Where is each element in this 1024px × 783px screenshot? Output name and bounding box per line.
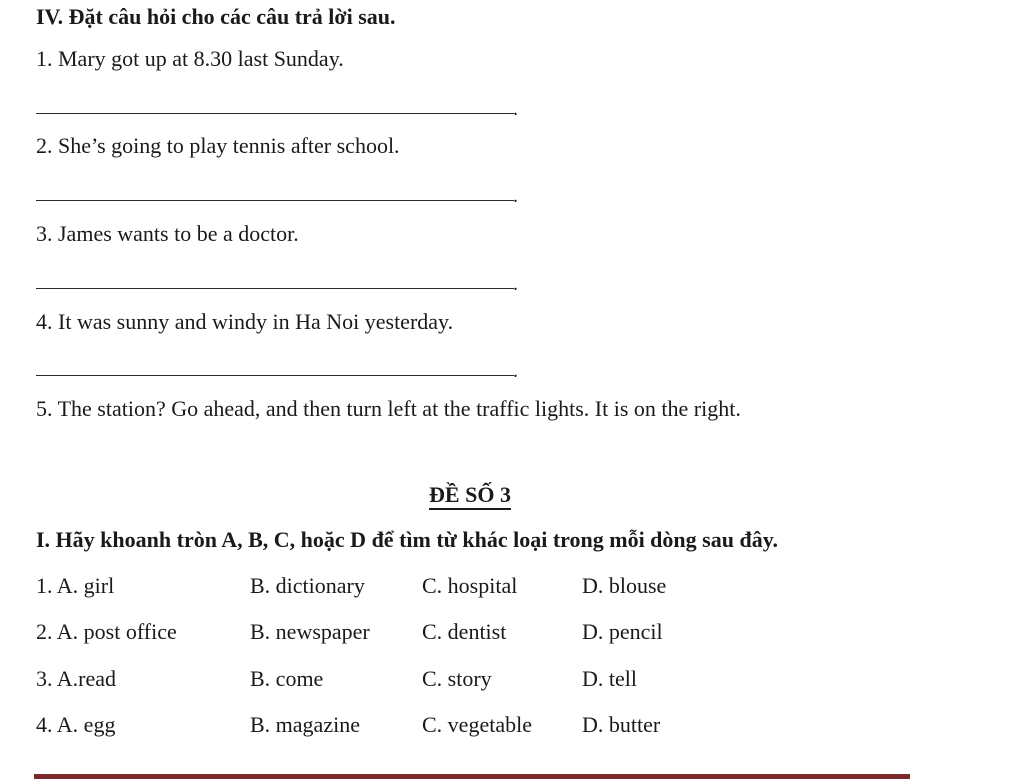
- answer-line-3[interactable]: [36, 271, 518, 297]
- answer-line-4[interactable]: [36, 358, 518, 384]
- option-b[interactable]: B. dictionary: [250, 573, 365, 598]
- option-a[interactable]: 1. A. girl: [36, 573, 115, 598]
- test-title: [0, 482, 940, 508]
- answer-line-rule: [36, 375, 514, 376]
- answer-line-rule: [36, 200, 514, 201]
- option-d[interactable]: D. butter: [582, 712, 661, 737]
- option-row-3: [0, 666, 1024, 694]
- option-c[interactable]: C. dentist: [422, 619, 507, 644]
- option-d[interactable]: D. pencil: [582, 619, 663, 644]
- option-row-2: [0, 619, 1024, 647]
- option-d[interactable]: D. blouse: [582, 573, 667, 598]
- question-1-text: 1. Mary got up at 8.30 last Sunday.: [36, 46, 344, 71]
- answer-line-rule: [36, 288, 514, 289]
- option-b[interactable]: B. newspaper: [250, 619, 370, 644]
- option-b[interactable]: B. come: [250, 666, 324, 691]
- option-c[interactable]: C. story: [422, 666, 492, 691]
- answer-line-rule: [36, 113, 514, 114]
- answer-line-period: .: [513, 98, 518, 120]
- answer-line-period: .: [513, 360, 518, 382]
- question-3-text: 3. James wants to be a doctor.: [36, 221, 299, 246]
- answer-line-1[interactable]: [36, 96, 518, 122]
- option-a[interactable]: 4. A. egg: [36, 712, 116, 737]
- option-d[interactable]: D. tell: [582, 666, 637, 691]
- answer-line-2[interactable]: [36, 183, 518, 209]
- option-row-4: [0, 712, 1024, 740]
- question-2-text: 2. She’s going to play tennis after school.: [36, 133, 400, 158]
- option-c[interactable]: C. vegetable: [422, 712, 532, 737]
- question-4-text: 4. It was sunny and windy in Ha Noi yesterday.: [36, 309, 454, 334]
- bottom-divider: [34, 774, 910, 779]
- answer-line-period: .: [513, 185, 518, 207]
- section-iv-heading: IV. Đặt câu hỏi cho các câu trả lời sau.: [36, 4, 396, 29]
- option-c[interactable]: C. hospital: [422, 573, 518, 598]
- option-b[interactable]: B. magazine: [250, 712, 360, 737]
- option-row-1: [0, 573, 1024, 601]
- test-title-text: ĐỀ SỐ 3: [429, 482, 511, 510]
- question-5-text: 5. The station? Go ahead, and then turn left at the traffic lights. It is on the right.: [36, 396, 741, 421]
- option-a[interactable]: 2. A. post office: [36, 619, 177, 644]
- answer-line-period: .: [513, 273, 518, 295]
- section-i-heading: I. Hãy khoanh tròn A, B, C, hoặc D để tìm từ khác loại trong mỗi dòng sau đây.: [36, 527, 778, 552]
- option-a[interactable]: 3. A.read: [36, 666, 117, 691]
